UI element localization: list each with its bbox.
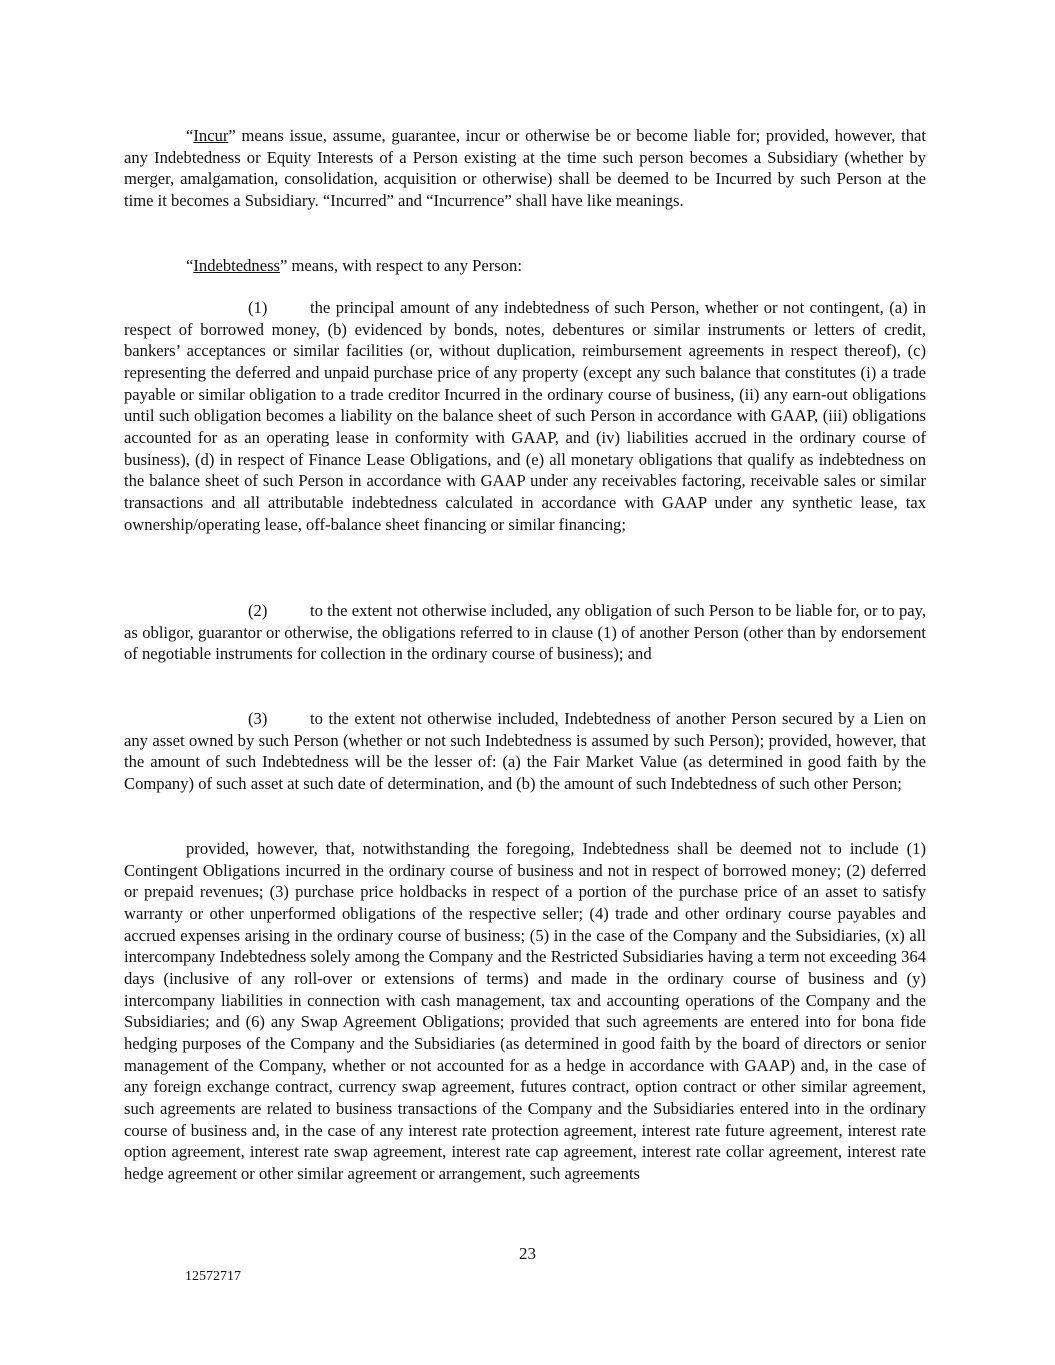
defined-term-incur: Incur [193,126,229,145]
page-number: 23 [519,1244,536,1263]
definition-incur [124,125,926,212]
clause-text: to the extent not otherwise included, any obligation of such Person to be liable for, or to pay, as obligor, guarantor or otherwise, the obligations referred to in clause (1) of another Person (other than by endorsement of negotiable instruments for collection in the ordinary course of business); and [124,601,926,664]
clause-number: (3) [248,709,268,728]
definition-text: ” means issue, assume, guarantee, incur or otherwise be or become liable for; provided, however, that any Indebtedness or Equity Interests of a Person existing at the time such person becomes a Subsidiary (whether by merger, amalgamation, consolidation, acquisition or otherwise) shall be deemed to be Incurred by such Person at the time it becomes a Subsidiary. “Incurred” and “Incurrence” shall have like meanings. [124,126,926,210]
clause-number: (1) [248,298,268,317]
clause-text: to the extent not otherwise included, Indebtedness of another Person secured by a Lien on any asset owned by such Person (whether or not such Indebtedness is assumed by such Person); provided, however, that the amount of such Indebtedness will be the lesser of: (a) the Fair Market Value (as determined in good faith by the Company) of such asset at such date of determination, and (b) the amount of such Indebtedness of such other Person; [124,709,926,793]
open-quote: “ [186,126,194,145]
definition-text: ” means, with respect to any Person: [280,256,522,275]
open-quote: “ [186,256,194,275]
clause-text: the principal amount of any indebtedness of such Person, whether or not contingent, (a) in respect of borrowed money, (b) evidenced by bonds, notes, debentures or similar instruments or letters of credit, bankers’ acceptances or similar facilities (or, without duplication, reimbursement agreements in respect thereof), (c) representing the deferred and unpaid purchase price of any property (except any such balance that constitutes (i) a trade payable or similar obligation to a trade creditor Incurred in the ordinary course of business, (ii) any earn-out obligations until such obligation becomes a liability on the balance sheet of such Person in accordance with GAAP, (iii) obligations accounted for as an operating lease in conformity with GAAP, and (iv) liabilities accrued in the ordinary course of business), (d) in respect of Finance Lease Obligations, and (e) all monetary obligations that qualify as indebtedness on the balance sheet of such Person in accordance with GAAP under any receivables factoring, receivable sales or similar transactions and all attributable indebtedness calculated in accordance with GAAP under any synthetic lease, tax ownership/operating lease, off-balance sheet financing or similar financing; [124,298,926,534]
clause-number: (2) [248,601,268,620]
document-id: 12572717 [185,1269,241,1284]
clause-2 [124,600,926,665]
defined-term-indebtedness: Indebtedness [193,256,281,275]
clause-1 [124,297,926,535]
clause-3 [124,708,926,795]
proviso-paragraph: provided, however, that, notwithstanding the foregoing, Indebtedness shall be deemed not to include (1) Contingent Obligations incurred in the ordinary course of business and not in respect of borrowed money; (2) deferred or prepaid revenues; (3) purchase price holdbacks in respect of a portion of the purchase price of an asset to satisfy warranty or other unperformed obligations of the respective seller; (4) trade and other ordinary course payables and accrued expenses arising in the ordinary course of business; (5) in the case of the Company and the Subsidiaries, (x) all intercompany Indebtedness solely among the Company and the Restricted Subsidiaries having a term not exceeding 364 days (inclusive of any roll-over or extensions of terms) and made in the ordinary course of business and (y) intercompany liabilities in connection with cash management, tax and accounting operations of the Company and the Subsidiaries; and (6) any Swap Agreement Obligations; provided that such agreements are entered into for bona fide hedging purposes of the Company and the Subsidiaries (as determined in good faith by the board of directors or senior management of the Company, whether or not accounted for as a hedge in accordance with GAAP) and, in the case of any foreign exchange contract, currency swap agreement, futures contract, option contract or other similar agreement, such agreements are related to business transactions of the Company and the Subsidiaries entered into in the ordinary course of business and, in the case of any interest rate protection agreement, interest rate future agreement, interest rate option agreement, interest rate swap agreement, interest rate cap agreement, interest rate collar agreement, interest rate hedge agreement or other similar agreement or arrangement, such agreements [124,839,926,1183]
definition-indebtedness [124,255,926,277]
